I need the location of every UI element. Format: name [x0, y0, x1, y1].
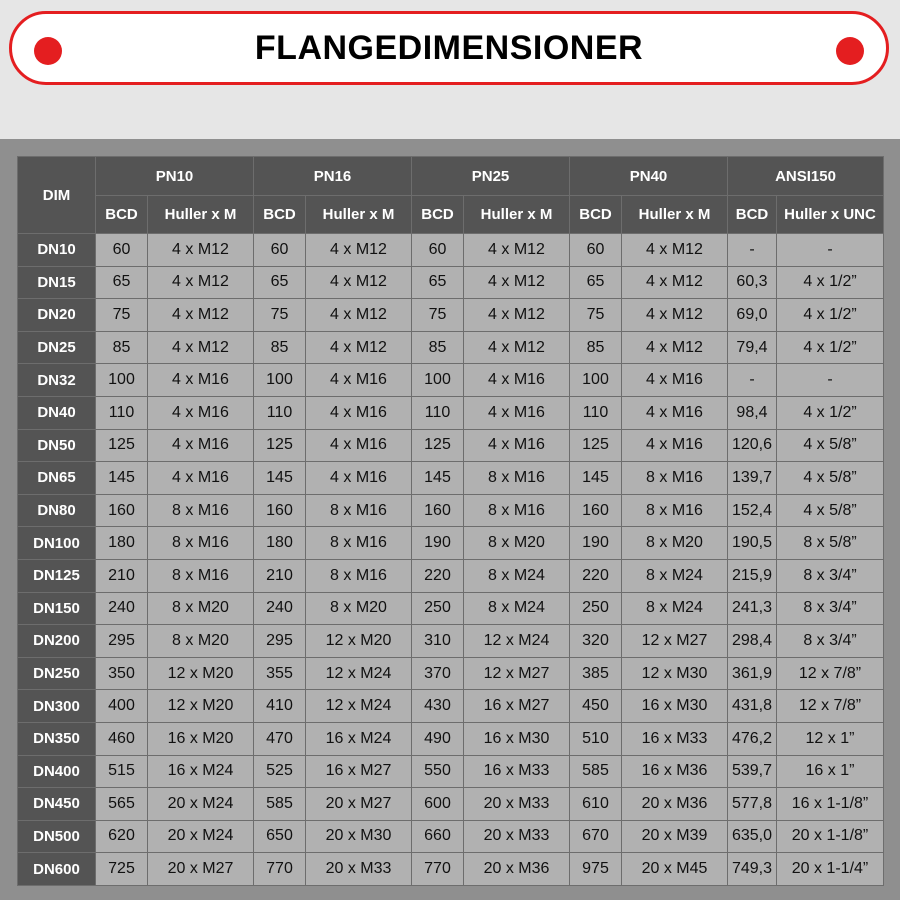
- table-cell: 476,2: [728, 722, 777, 755]
- table-cell: 8 x 3/4”: [777, 559, 884, 592]
- table-cell: 4 x M12: [622, 266, 728, 299]
- table-cell: 565: [96, 788, 148, 821]
- table-cell: 4 x M12: [306, 234, 412, 267]
- table-cell: 75: [412, 299, 464, 332]
- table-cell: 8 x M16: [148, 494, 254, 527]
- table-cell: 400: [96, 690, 148, 723]
- table-cell: 749,3: [728, 853, 777, 886]
- table-cell: 20 x M39: [622, 820, 728, 853]
- table-cell: 4 x M16: [148, 429, 254, 462]
- table-cell: 16 x M20: [148, 722, 254, 755]
- table-cell: 160: [96, 494, 148, 527]
- table-cell: 410: [254, 690, 306, 723]
- dim-label: DN600: [18, 853, 96, 886]
- table-cell: 215,9: [728, 559, 777, 592]
- table-cell: 4 x M12: [622, 234, 728, 267]
- table-cell: 110: [412, 396, 464, 429]
- table-row: [18, 788, 884, 821]
- table-row: [18, 234, 884, 267]
- table-cell: 110: [570, 396, 622, 429]
- table-cell: 110: [96, 396, 148, 429]
- table-cell: 620: [96, 820, 148, 853]
- table-cell: 100: [570, 364, 622, 397]
- table-cell: 320: [570, 625, 622, 658]
- table-cell: 12 x M24: [306, 690, 412, 723]
- table-cell: 8 x M16: [306, 494, 412, 527]
- dim-label: DN32: [18, 364, 96, 397]
- table-cell: 600: [412, 788, 464, 821]
- table-cell: 8 x M16: [464, 494, 570, 527]
- table-cell: 577,8: [728, 788, 777, 821]
- table-panel: [0, 139, 900, 900]
- table-cell: 20 x M33: [464, 788, 570, 821]
- dim-header: DIM: [18, 157, 96, 234]
- table-row: [18, 820, 884, 853]
- flange-table: [17, 156, 884, 886]
- table-row: [18, 853, 884, 886]
- table-row: [18, 266, 884, 299]
- table-cell: 220: [412, 559, 464, 592]
- table-cell: 295: [254, 625, 306, 658]
- table-cell: 539,7: [728, 755, 777, 788]
- table-cell: 241,3: [728, 592, 777, 625]
- table-cell: 60: [570, 234, 622, 267]
- table-cell: 20 x M27: [306, 788, 412, 821]
- table-cell: 60,3: [728, 266, 777, 299]
- table-cell: 4 x 1/2”: [777, 266, 884, 299]
- table-cell: 431,8: [728, 690, 777, 723]
- table-cell: 75: [96, 299, 148, 332]
- table-cell: 4 x M16: [622, 429, 728, 462]
- table-cell: 361,9: [728, 657, 777, 690]
- table-cell: 8 x M20: [464, 527, 570, 560]
- table-cell: 12 x M27: [622, 625, 728, 658]
- table-cell: 770: [412, 853, 464, 886]
- table-cell: 20 x M36: [622, 788, 728, 821]
- table-cell: 20 x 1-1/4”: [777, 853, 884, 886]
- table-cell: 16 x M30: [622, 690, 728, 723]
- table-cell: 190,5: [728, 527, 777, 560]
- table-cell: 460: [96, 722, 148, 755]
- table-cell: 12 x M30: [622, 657, 728, 690]
- table-cell: 8 x 3/4”: [777, 625, 884, 658]
- table-cell: 125: [254, 429, 306, 462]
- table-cell: 8 x M20: [148, 625, 254, 658]
- dim-label: DN250: [18, 657, 96, 690]
- table-cell: 16 x M30: [464, 722, 570, 755]
- table-cell: 20 x M27: [148, 853, 254, 886]
- table-cell: 152,4: [728, 494, 777, 527]
- table-cell: 125: [570, 429, 622, 462]
- table-cell: 145: [570, 462, 622, 495]
- column-header: BCD: [570, 196, 622, 234]
- table-cell: 65: [96, 266, 148, 299]
- table-cell: 585: [254, 788, 306, 821]
- table-cell: 4 x M16: [306, 462, 412, 495]
- table-cell: 210: [254, 559, 306, 592]
- table-cell: 650: [254, 820, 306, 853]
- table-cell: 20 x M24: [148, 820, 254, 853]
- table-cell: 16 x 1-1/8”: [777, 788, 884, 821]
- table-row: [18, 429, 884, 462]
- table-row: [18, 657, 884, 690]
- table-cell: 240: [254, 592, 306, 625]
- dim-label: DN350: [18, 722, 96, 755]
- table-cell: 160: [412, 494, 464, 527]
- table-cell: 8 x M24: [622, 592, 728, 625]
- table-cell: 160: [254, 494, 306, 527]
- dim-label: DN400: [18, 755, 96, 788]
- table-row: [18, 625, 884, 658]
- table-cell: 8 x M16: [622, 462, 728, 495]
- table-cell: 8 x M20: [622, 527, 728, 560]
- table-cell: 4 x 5/8”: [777, 462, 884, 495]
- dim-label: DN125: [18, 559, 96, 592]
- table-cell: 16 x M27: [306, 755, 412, 788]
- group-header: PN10: [96, 157, 254, 196]
- table-cell: 8 x M20: [148, 592, 254, 625]
- table-cell: 4 x M12: [306, 299, 412, 332]
- table-cell: 4 x M16: [306, 429, 412, 462]
- table-cell: 8 x 3/4”: [777, 592, 884, 625]
- title-bar: [9, 11, 889, 85]
- table-cell: 8 x M24: [464, 592, 570, 625]
- table-cell: 298,4: [728, 625, 777, 658]
- table-row: [18, 559, 884, 592]
- table-cell: 220: [570, 559, 622, 592]
- dim-label: DN200: [18, 625, 96, 658]
- dim-label: DN450: [18, 788, 96, 821]
- table-cell: 470: [254, 722, 306, 755]
- table-cell: 8 x M16: [306, 559, 412, 592]
- column-header: BCD: [728, 196, 777, 234]
- table-cell: 370: [412, 657, 464, 690]
- table-cell: 16 x M36: [622, 755, 728, 788]
- page-title: FLANGEDIMENSIONER: [254, 28, 644, 67]
- table-cell: 190: [570, 527, 622, 560]
- table-cell: 16 x M33: [464, 755, 570, 788]
- table-cell: 12 x M24: [306, 657, 412, 690]
- table-cell: 110: [254, 396, 306, 429]
- table-cell: 145: [254, 462, 306, 495]
- table-cell: 8 x M16: [464, 462, 570, 495]
- table-cell: 635,0: [728, 820, 777, 853]
- table-cell: 160: [570, 494, 622, 527]
- column-header: BCD: [96, 196, 148, 234]
- table-cell: 4 x M12: [464, 234, 570, 267]
- table-cell: 12 x M20: [148, 690, 254, 723]
- table-cell: 4 x M16: [464, 429, 570, 462]
- table-cell: 4 x M12: [148, 234, 254, 267]
- table-cell: 515: [96, 755, 148, 788]
- table-cell: 20 x M30: [306, 820, 412, 853]
- table-cell: 120,6: [728, 429, 777, 462]
- table-cell: 8 x M16: [148, 559, 254, 592]
- dim-label: DN10: [18, 234, 96, 267]
- table-cell: 145: [412, 462, 464, 495]
- table-cell: 85: [254, 331, 306, 364]
- table-cell: 250: [412, 592, 464, 625]
- group-header: PN25: [412, 157, 570, 196]
- table-cell: 550: [412, 755, 464, 788]
- table-cell: -: [777, 364, 884, 397]
- table-cell: 4 x M16: [622, 364, 728, 397]
- dim-label: DN500: [18, 820, 96, 853]
- table-cell: 75: [254, 299, 306, 332]
- table-row: [18, 527, 884, 560]
- table-cell: 525: [254, 755, 306, 788]
- table-cell: 8 x M16: [306, 527, 412, 560]
- dim-label: DN65: [18, 462, 96, 495]
- column-header: Huller x UNC: [777, 196, 884, 234]
- table-cell: 20 x M45: [622, 853, 728, 886]
- table-cell: 180: [96, 527, 148, 560]
- table-cell: 4 x M16: [148, 396, 254, 429]
- table-cell: 12 x 1”: [777, 722, 884, 755]
- table-cell: 310: [412, 625, 464, 658]
- table-cell: 4 x M12: [622, 331, 728, 364]
- column-header: Huller x M: [464, 196, 570, 234]
- table-cell: 610: [570, 788, 622, 821]
- table-cell: 490: [412, 722, 464, 755]
- dim-label: DN150: [18, 592, 96, 625]
- column-header: Huller x M: [306, 196, 412, 234]
- table-cell: 355: [254, 657, 306, 690]
- table-row: [18, 592, 884, 625]
- table-cell: 8 x M20: [306, 592, 412, 625]
- table-cell: 4 x 1/2”: [777, 396, 884, 429]
- table-cell: 100: [96, 364, 148, 397]
- table-cell: 4 x 5/8”: [777, 494, 884, 527]
- table-cell: 4 x M16: [306, 364, 412, 397]
- table-cell: 8 x 5/8”: [777, 527, 884, 560]
- table-cell: 295: [96, 625, 148, 658]
- table-cell: 4 x M16: [148, 364, 254, 397]
- table-cell: 65: [254, 266, 306, 299]
- table-cell: 4 x M12: [148, 299, 254, 332]
- table-cell: 75: [570, 299, 622, 332]
- table-cell: 4 x M16: [464, 364, 570, 397]
- table-cell: 8 x M24: [622, 559, 728, 592]
- table-cell: 12 x M24: [464, 625, 570, 658]
- column-header: Huller x M: [148, 196, 254, 234]
- table-cell: 20 x M33: [306, 853, 412, 886]
- table-cell: 180: [254, 527, 306, 560]
- column-header: BCD: [254, 196, 306, 234]
- table-cell: 4 x 1/2”: [777, 331, 884, 364]
- table-row: [18, 755, 884, 788]
- table-cell: 79,4: [728, 331, 777, 364]
- table-cell: 60: [254, 234, 306, 267]
- table-cell: 145: [96, 462, 148, 495]
- dim-label: DN25: [18, 331, 96, 364]
- table-cell: 60: [412, 234, 464, 267]
- table-cell: 4 x M12: [306, 266, 412, 299]
- dim-label: DN100: [18, 527, 96, 560]
- table-cell: 190: [412, 527, 464, 560]
- table-cell: 20 x M33: [464, 820, 570, 853]
- table-cell: 4 x M12: [464, 331, 570, 364]
- table-cell: 385: [570, 657, 622, 690]
- table-cell: 12 x M20: [306, 625, 412, 658]
- table-cell: 4 x M12: [622, 299, 728, 332]
- table-cell: 430: [412, 690, 464, 723]
- table-cell: 350: [96, 657, 148, 690]
- table-cell: 16 x 1”: [777, 755, 884, 788]
- table-row: [18, 462, 884, 495]
- table-row: [18, 690, 884, 723]
- red-dot-icon: [836, 37, 864, 65]
- table-cell: 770: [254, 853, 306, 886]
- table-cell: 125: [412, 429, 464, 462]
- table-cell: 585: [570, 755, 622, 788]
- table-cell: 210: [96, 559, 148, 592]
- table-cell: 8 x M24: [464, 559, 570, 592]
- dim-label: DN80: [18, 494, 96, 527]
- table-cell: 12 x 7/8”: [777, 657, 884, 690]
- table-cell: 16 x M24: [148, 755, 254, 788]
- table-cell: 69,0: [728, 299, 777, 332]
- table-cell: 4 x M16: [622, 396, 728, 429]
- group-header: ANSI150: [728, 157, 884, 196]
- table-cell: 450: [570, 690, 622, 723]
- table-cell: 20 x 1-1/8”: [777, 820, 884, 853]
- table-cell: 510: [570, 722, 622, 755]
- table-cell: 12 x 7/8”: [777, 690, 884, 723]
- dim-label: DN15: [18, 266, 96, 299]
- dim-label: DN20: [18, 299, 96, 332]
- table-cell: 85: [412, 331, 464, 364]
- table-cell: 16 x M33: [622, 722, 728, 755]
- table-cell: 4 x 1/2”: [777, 299, 884, 332]
- table-cell: 20 x M24: [148, 788, 254, 821]
- table-cell: 670: [570, 820, 622, 853]
- table-row: [18, 722, 884, 755]
- table-cell: 20 x M36: [464, 853, 570, 886]
- table-cell: 100: [412, 364, 464, 397]
- table-cell: 4 x M12: [306, 331, 412, 364]
- table-cell: -: [728, 234, 777, 267]
- table-cell: 85: [96, 331, 148, 364]
- table-cell: 65: [412, 266, 464, 299]
- table-cell: 8 x M16: [622, 494, 728, 527]
- table-cell: 4 x M12: [148, 331, 254, 364]
- table-cell: 975: [570, 853, 622, 886]
- table-cell: 250: [570, 592, 622, 625]
- table-cell: 12 x M27: [464, 657, 570, 690]
- table-cell: 60: [96, 234, 148, 267]
- table-cell: -: [777, 234, 884, 267]
- column-header: BCD: [412, 196, 464, 234]
- dim-label: DN300: [18, 690, 96, 723]
- table-row: [18, 299, 884, 332]
- table-cell: 4 x M16: [148, 462, 254, 495]
- table-cell: 4 x M16: [306, 396, 412, 429]
- table-cell: 240: [96, 592, 148, 625]
- table-cell: 4 x M16: [464, 396, 570, 429]
- group-header: PN16: [254, 157, 412, 196]
- table-cell: 100: [254, 364, 306, 397]
- table-cell: 4 x 5/8”: [777, 429, 884, 462]
- dim-label: DN50: [18, 429, 96, 462]
- table-cell: 660: [412, 820, 464, 853]
- table-row: [18, 331, 884, 364]
- table-cell: 8 x M16: [148, 527, 254, 560]
- table-cell: 139,7: [728, 462, 777, 495]
- table-cell: 98,4: [728, 396, 777, 429]
- table-cell: 16 x M27: [464, 690, 570, 723]
- table-cell: 4 x M12: [148, 266, 254, 299]
- dim-label: DN40: [18, 396, 96, 429]
- table-row: [18, 494, 884, 527]
- table-cell: 125: [96, 429, 148, 462]
- table-cell: 85: [570, 331, 622, 364]
- table-cell: 725: [96, 853, 148, 886]
- table-cell: -: [728, 364, 777, 397]
- table-cell: 4 x M12: [464, 299, 570, 332]
- table-row: [18, 396, 884, 429]
- group-header: PN40: [570, 157, 728, 196]
- table-row: [18, 364, 884, 397]
- table-cell: 65: [570, 266, 622, 299]
- table-cell: 16 x M24: [306, 722, 412, 755]
- column-header: Huller x M: [622, 196, 728, 234]
- table-cell: 4 x M12: [464, 266, 570, 299]
- table-cell: 12 x M20: [148, 657, 254, 690]
